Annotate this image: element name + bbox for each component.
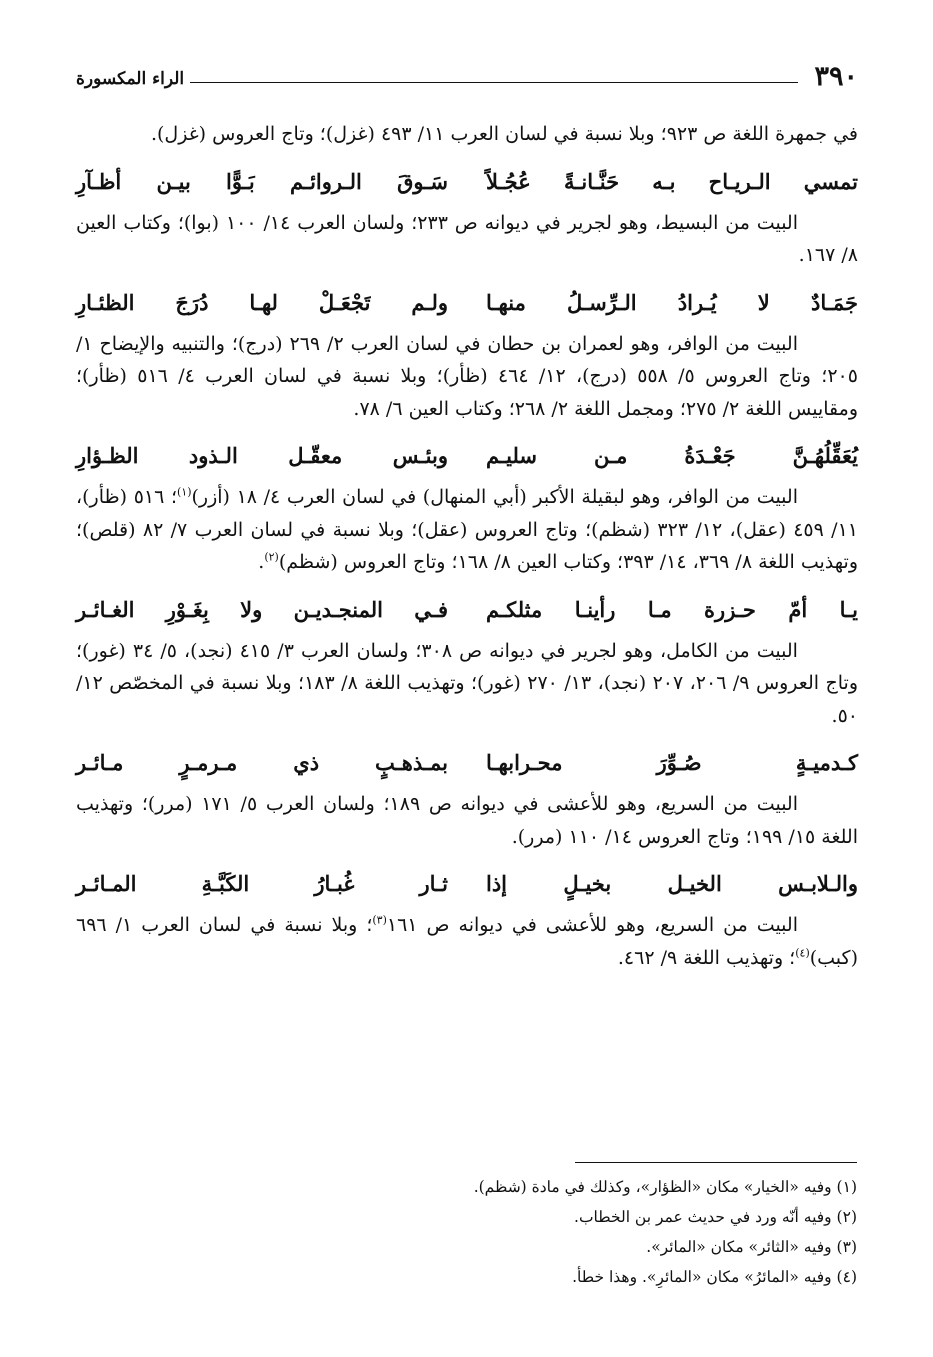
- verse-second-hemistich: بمـذهـبٍ ذي مـرمـرٍ مـائـر: [76, 750, 448, 775]
- footnote-marker[interactable]: (٤): [795, 946, 810, 960]
- verse-second-hemistich: سَـوقَ الـروائـم بَـوًّا بيـن أظـآرِ: [76, 168, 448, 194]
- verse-commentary: البيت من السريع، وهو للأعشى في ديوانه ص ١٨٩؛ ولسان العرب ٥/ ١٧١ (مرر)؛ وتهذيب اللغة ١٥/ ١٩٩؛ وتاج العروس ١٤/ ١١٠ (مرر).: [76, 793, 858, 848]
- page-number: ٣٩٠: [814, 61, 858, 92]
- verse-commentary: البيت من البسيط، وهو لجرير في ديوانه ص ٢٣٣؛ ولسان العرب ١٤/ ١٠٠ (بوا)؛ وكتاب العين ٨/ ١٦٧.: [76, 211, 858, 266]
- verse-line: [76, 165, 858, 199]
- commentary-text: .: [258, 551, 265, 573]
- verse-first-hemistich: يـا أمّ حـزرة مـا رأينـا مثلكـم: [486, 596, 858, 622]
- footnote: (٤) وفيه «المائرُ» مكان «المائرِ». وهذا خطأ.: [572, 1268, 857, 1286]
- footnote: (٣) وفيه «الثائر» مكان «المائر».: [646, 1238, 857, 1256]
- page-header: [76, 52, 858, 90]
- verse-line: [76, 286, 858, 320]
- page-body: [76, 118, 858, 974]
- footnote-marker[interactable]: (١): [176, 485, 192, 499]
- commentary-text: ؛ وتهذيب اللغة ٩/ ٤٦٢.: [617, 946, 796, 969]
- verse-line: [76, 593, 858, 627]
- verse-line: [76, 867, 858, 901]
- commentary-text: البيت من السريع، وهو للأعشى في ديوانه ص ١٦١: [386, 914, 798, 936]
- running-title: الراء المكسورة: [76, 69, 185, 89]
- verse-first-hemistich: تمسي الـريـاح بـه حَنَّـانـةً عُجُـلاً: [486, 168, 858, 194]
- verse-commentary: البيت من الوافر، وهو لعمران بن حطان في لسان العرب ٢/ ٢٦٩ (درج)؛ والتنبيه والإيضاح ١/ ٢٠٥؛ وتاج العروس ٥/ ٥٥٨ (درج)، ١٢/ ٤٦٤ (ظأر)؛ وبلا نسبة في لسان العرب ٤/ ٥١٦ (ظأر)؛ ومقاييس اللغة ٢/ ٢٧٥؛ ومجمل اللغة ٢/ ٢٦٨؛ وكتاب العين ٦/ ٧٨.: [76, 332, 858, 420]
- footnote-divider: [575, 1162, 857, 1163]
- commentary-text: ؛ وبلا نسبة في لسان العرب ١/ ٦٩٦ (كبب): [76, 914, 858, 969]
- verse-commentary: البيت من الكامل، وهو لجرير في ديوانه ص ٣٠٨؛ ولسان العرب ٣/ ٤١٥ (نجد)، ٥/ ٣٤ (غور)؛ وتاج العروس ٩/ ٢٠٦، ٢٠٧ (نجد)، ١٣/ ٢٧٠ (غور)؛ وتهذيب اللغة ٨/ ١٨٣؛ وبلا نسبة في المخصّص ١٢/ ٥٠.: [76, 639, 858, 727]
- commentary-text: ؛ ٥١٦ (ظأر)، ١١/ ٤٥٩ (عقل)، ١٢/ ٣٢٣ (شظم)؛ وتاج العروس (عقل)؛ وبلا نسبة في لسان العرب ٧/ ٨٢ (قلص)؛ وتهذيب اللغة ٨/ ٣٦٩، ١٤/ ٣٩٣؛ وكتاب العين ٨/ ١٦٨؛ وتاج العروس (شظم): [76, 486, 858, 573]
- verse-commentary: [76, 909, 858, 974]
- verse-commentary: [76, 481, 858, 579]
- verse-line: [76, 746, 858, 780]
- footnotes-section: [75, 1172, 857, 1292]
- verse-second-hemistich: ثـار غُبـارُ الكَبَّـةِ المـائـر: [76, 871, 448, 896]
- verse-first-hemistich: كـدميـةٍ صُـوِّرَ محـرابهـا: [486, 750, 858, 775]
- verse-first-hemistich: يُعَقِّلُهُـنَّ جَعْـدَةُ مـن سليـم: [486, 443, 858, 468]
- verse-first-hemistich: جَمَـادٌ لا يُـرادُ الـرِّسـلُ منهـا: [486, 289, 858, 315]
- verse-second-hemistich: فـي المنجـديـن ولا بِغَـوْرِ الغـائـر: [76, 596, 448, 622]
- footnote-marker[interactable]: (٢): [264, 550, 279, 564]
- verse-second-hemistich: وبئـس معقّـل الـذود الظـؤارِ: [76, 443, 448, 468]
- footnote: (٢) وفيه أنّه ورد في حديث عمر بن الخطاب.: [574, 1208, 857, 1226]
- footnote-marker[interactable]: (٣): [372, 913, 387, 927]
- verse-second-hemistich: ولـم تَجْعَـلْ لهـا دُرَجَ الظئـارِ: [76, 289, 448, 315]
- verse-line: [76, 439, 858, 473]
- commentary-text: البيت من الوافر، وهو لبقيلة الأكبر (أبي المنهال) في لسان العرب ٤/ ١٨ (أزر): [191, 486, 798, 508]
- verse-first-hemistich: والـلابـس الخيـل بخيـلٍ إذا: [486, 871, 858, 896]
- footnote: (١) وفيه «الخيار» مكان «الظؤار»، وكذلك في مادة (شظم).: [473, 1178, 857, 1196]
- intro-paragraph: في جمهرة اللغة ص ٩٢٣؛ وبلا نسبة في لسان العرب ١١/ ٤٩٣ (غزل)؛ وتاج العروس (غزل).: [150, 123, 858, 145]
- header-divider: [190, 82, 798, 83]
